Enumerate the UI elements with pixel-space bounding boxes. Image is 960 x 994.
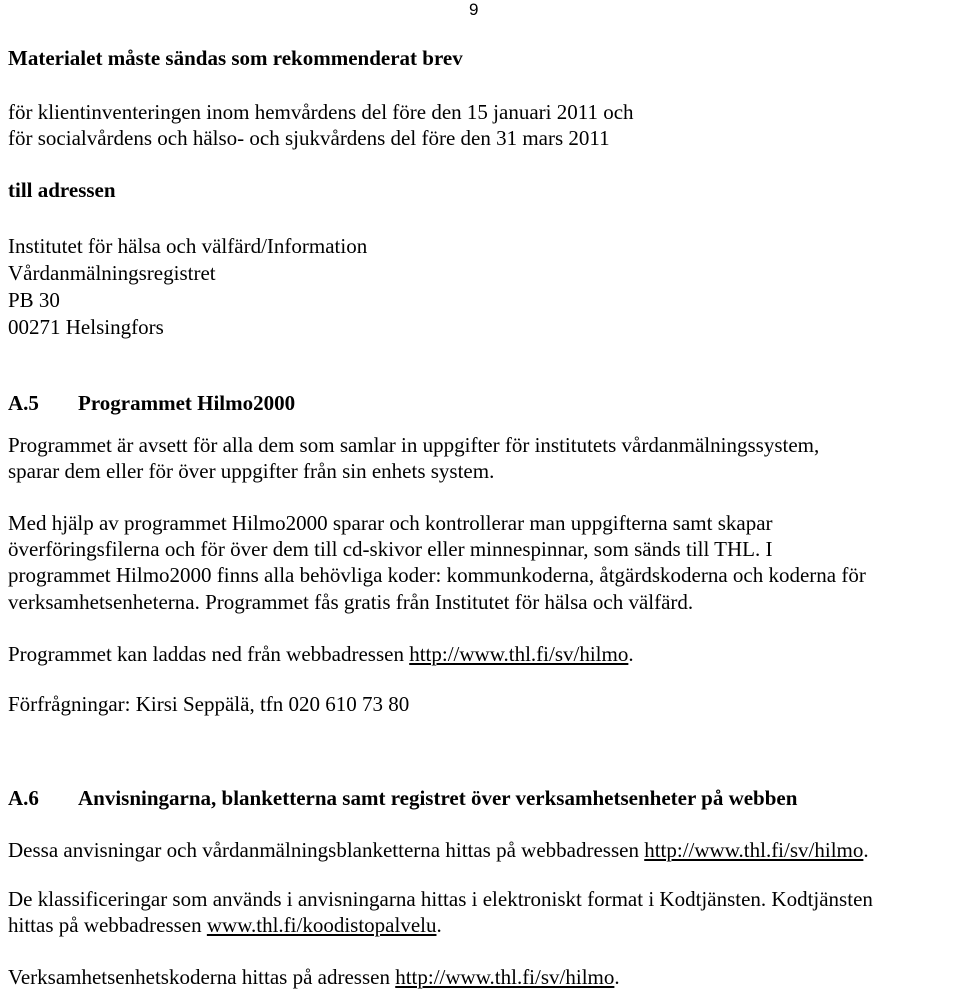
section-a6-title: Anvisningarna, blanketterna samt registret över verksamhetsenheter på webben [78, 786, 798, 810]
a5-download-line [8, 641, 634, 667]
a5-para2-line-4: verksamhetsenheterna. Programmet fås gratis från Institutet för hälsa och välfärd. [8, 590, 694, 614]
address-heading: till adressen [8, 178, 116, 202]
a6-para3-line [8, 964, 620, 990]
a5-para2-line-3: programmet Hilmo2000 finns alla behövliga koder: kommunkoderna, åtgärdskoderna och koderna för [8, 563, 866, 587]
a6-para2-line-2 [8, 912, 442, 938]
mail-heading: Materialet måste sändas som rekommenderat brev [8, 46, 463, 70]
a6-para1-link[interactable]: http://www.thl.fi/sv/hilmo [644, 838, 864, 862]
a6-para2-end: . [436, 913, 442, 937]
download-text: Programmet kan laddas ned från webbadressen [8, 642, 410, 666]
a6-para3-end: . [614, 965, 620, 989]
page-number: 9 [469, 0, 479, 19]
a5-para1-line-1: Programmet är avsett för alla dem som samlar in uppgifter för institutets vårdanmälningssystem, [8, 433, 820, 457]
a6-para2-text: hittas på webbadressen [8, 913, 207, 937]
address-line-1: Institutet för hälsa och välfärd/Information [8, 234, 368, 258]
download-end: . [628, 642, 634, 666]
section-a6-number: A.6 [8, 786, 39, 810]
a6-para1-end: . [863, 838, 869, 862]
download-link[interactable]: http://www.thl.fi/sv/hilmo [409, 642, 629, 666]
section-a5-title: Programmet Hilmo2000 [78, 391, 296, 415]
a6-para2-link[interactable]: www.thl.fi/koodistopalvelu [206, 913, 437, 937]
a5-para2-line-1: Med hjälp av programmet Hilmo2000 sparar och kontrollerar man uppgifterna samt skapar [8, 511, 773, 535]
deadline-line-2: för socialvårdens och hälso- och sjukvårdens del före den 31 mars 2011 [8, 126, 610, 150]
a6-para1-text: Dessa anvisningar och vårdanmälningsblanketterna hittas på webbadressen [8, 838, 645, 862]
section-a5-heading [8, 390, 295, 416]
section-a5-number: A.5 [8, 391, 39, 415]
section-a6-heading [8, 785, 797, 811]
address-line-3: PB 30 [8, 288, 60, 312]
address-line-2: Vårdanmälningsregistret [8, 261, 216, 285]
a5-para1-line-2: sparar dem eller för över uppgifter från sin enhets system. [8, 459, 495, 483]
deadline-line-1: för klientinventeringen inom hemvårdens del före den 15 januari 2011 och [8, 100, 634, 124]
address-line-4: 00271 Helsingfors [8, 315, 164, 339]
a6-para3-text: Verksamhetsenhetskoderna hittas på adressen [8, 965, 396, 989]
a5-para2-line-2: överföringsfilerna och för över dem till cd-skivor eller minnespinnar, som sänds till THL. I [8, 537, 773, 561]
a6-para2-line-1: De klassificeringar som används i anvisningarna hittas i elektroniskt format i Kodtjänsten. Kodtjänsten [8, 887, 873, 911]
a6-para1-line [8, 837, 869, 863]
a6-para3-link[interactable]: http://www.thl.fi/sv/hilmo [395, 965, 615, 989]
a5-contact: Förfrågningar: Kirsi Seppälä, tfn 020 610 73 80 [8, 692, 410, 716]
